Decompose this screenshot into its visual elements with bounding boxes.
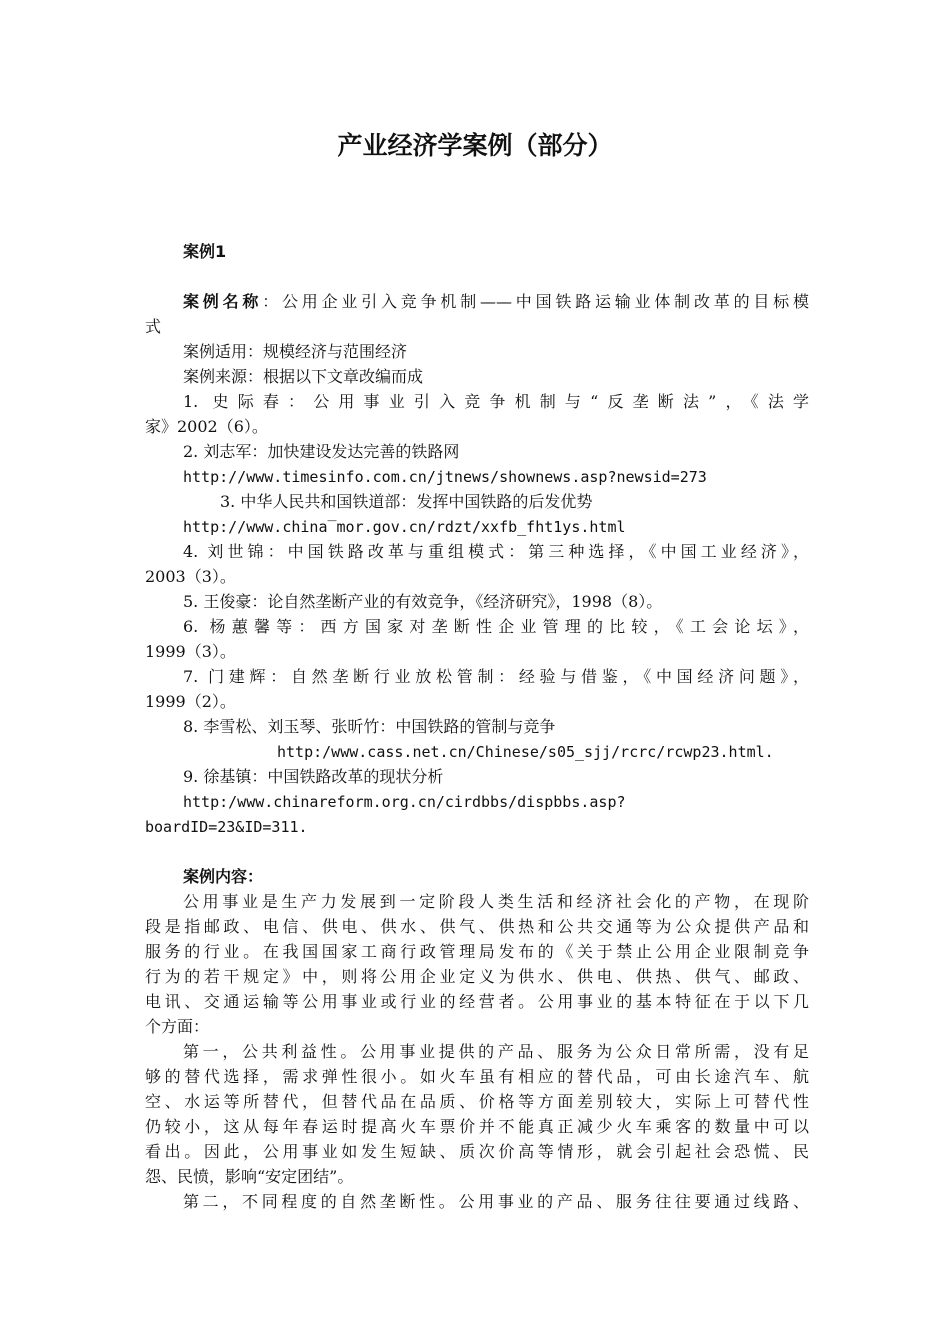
reference-7-cont: 1999（2）。 bbox=[145, 692, 236, 711]
case-name-line bbox=[183, 292, 809, 312]
reference-1-cont: 家》2002（6）。 bbox=[145, 417, 268, 436]
case-name-label: 案例名称 bbox=[183, 292, 263, 311]
reference-1: 1. 史际春：公用事业引入竞争机制与“反垄断法”，《法学 bbox=[183, 392, 809, 411]
reference-5: 5. 王俊豪：论自然垄断产业的有效竞争，《经济研究》，1998（8）。 bbox=[183, 592, 663, 611]
content-p2-line-5: 看出。因此，公用事业如发生短缺、质次价高等情形，就会引起社会恐慌、民 bbox=[145, 1142, 809, 1161]
reference-2-url[interactable]: http://www.timesinfo.com.cn/jtnews/shownews.asp?newsid=273 bbox=[183, 468, 707, 486]
content-p1-line-3: 服务的行业。在我国国家工商行政管理局发布的《关于禁止公用企业限制竞争 bbox=[145, 942, 809, 961]
case-name-text: ：公用企业引入竞争机制——中国铁路运输业体制改革的目标模 bbox=[262, 292, 809, 311]
document-title: 产业经济学案例（部分） bbox=[337, 131, 613, 160]
reference-4-cont: 2003（3）。 bbox=[145, 567, 236, 586]
content-p2-line-1: 第一，公共利益性。公用事业提供的产品、服务为公众日常所需，没有足 bbox=[183, 1042, 809, 1061]
content-p1-line-2: 段是指邮政、电信、供电、供水、供气、供热和公共交通等为公众提供产品和 bbox=[145, 917, 809, 936]
reference-6: 6. 杨蕙馨等：西方国家对垄断性企业管理的比较，《工会论坛》， bbox=[183, 617, 809, 636]
reference-7: 7. 门建辉：自然垄断行业放松管制：经验与借鉴，《中国经济问题》， bbox=[183, 667, 809, 686]
case-heading: 案例1 bbox=[183, 242, 227, 261]
content-p1-line-6: 个方面： bbox=[145, 1017, 210, 1036]
reference-9-url[interactable]: http:/www.chinareform.org.cn/cirdbbs/dispbbs.asp? bbox=[183, 793, 626, 811]
content-p2-line-2: 够的替代选择，需求弹性很小。如火车虽有相应的替代品，可由长途汽车、航 bbox=[145, 1067, 809, 1086]
content-p2-line-3: 空、水运等所替代，但替代品在品质、价格等方面差别较大，实际上可替代性 bbox=[145, 1092, 809, 1111]
reference-8-url[interactable]: http:/www.cass.net.cn/Chinese/s05_sjj/rcrc/rcwp23.html. bbox=[277, 743, 774, 761]
content-p1-line-5: 电讯、交通运输等公用事业或行业的经营者。公用事业的基本特征在于以下几 bbox=[145, 992, 809, 1011]
reference-3-url[interactable]: http://www.china‾mor.gov.cn/rdzt/xxfb_fht1ys.html bbox=[183, 518, 626, 536]
content-p1-line-1: 公用事业是生产力发展到一定阶段人类生活和经济社会化的产物，在现阶 bbox=[183, 892, 809, 911]
reference-2: 2. 刘志军：加快建设发达完善的铁路网 bbox=[183, 442, 460, 461]
content-p3-line-1: 第二，不同程度的自然垄断性。公用事业的产品、服务往往要通过线路、 bbox=[183, 1192, 809, 1211]
case-source: 案例来源：根据以下文章改编而成 bbox=[183, 367, 424, 386]
case-applicable: 案例适用：规模经济与范围经济 bbox=[183, 342, 408, 361]
reference-6-cont: 1999（3）。 bbox=[145, 642, 236, 661]
content-heading: 案例内容： bbox=[183, 867, 264, 886]
reference-3: 3. 中华人民共和国铁道部：发挥中国铁路的后发优势 bbox=[220, 492, 593, 511]
reference-4: 4. 刘世锦：中国铁路改革与重组模式：第三种选择，《中国工业经济》， bbox=[183, 542, 809, 561]
reference-8: 8. 李雪松、刘玉琴、张昕竹：中国铁路的管制与竞争 bbox=[183, 717, 556, 736]
content-p2-line-6: 怨、民愤，影响“安定团结”。 bbox=[145, 1167, 354, 1186]
content-p1-line-4: 行为的若干规定》中，则将公用企业定义为供水、供电、供热、供气、邮政、 bbox=[145, 967, 809, 986]
content-p2-line-4: 仍较小，这从每年春运时提高火车票价并不能真正减少火车乘客的数量中可以 bbox=[145, 1117, 809, 1136]
case-name-line-2: 式 bbox=[145, 317, 162, 336]
reference-9: 9. 徐基镇：中国铁路改革的现状分析 bbox=[183, 767, 444, 786]
reference-9-url-cont[interactable]: boardID=23&ID=311. bbox=[145, 818, 308, 836]
